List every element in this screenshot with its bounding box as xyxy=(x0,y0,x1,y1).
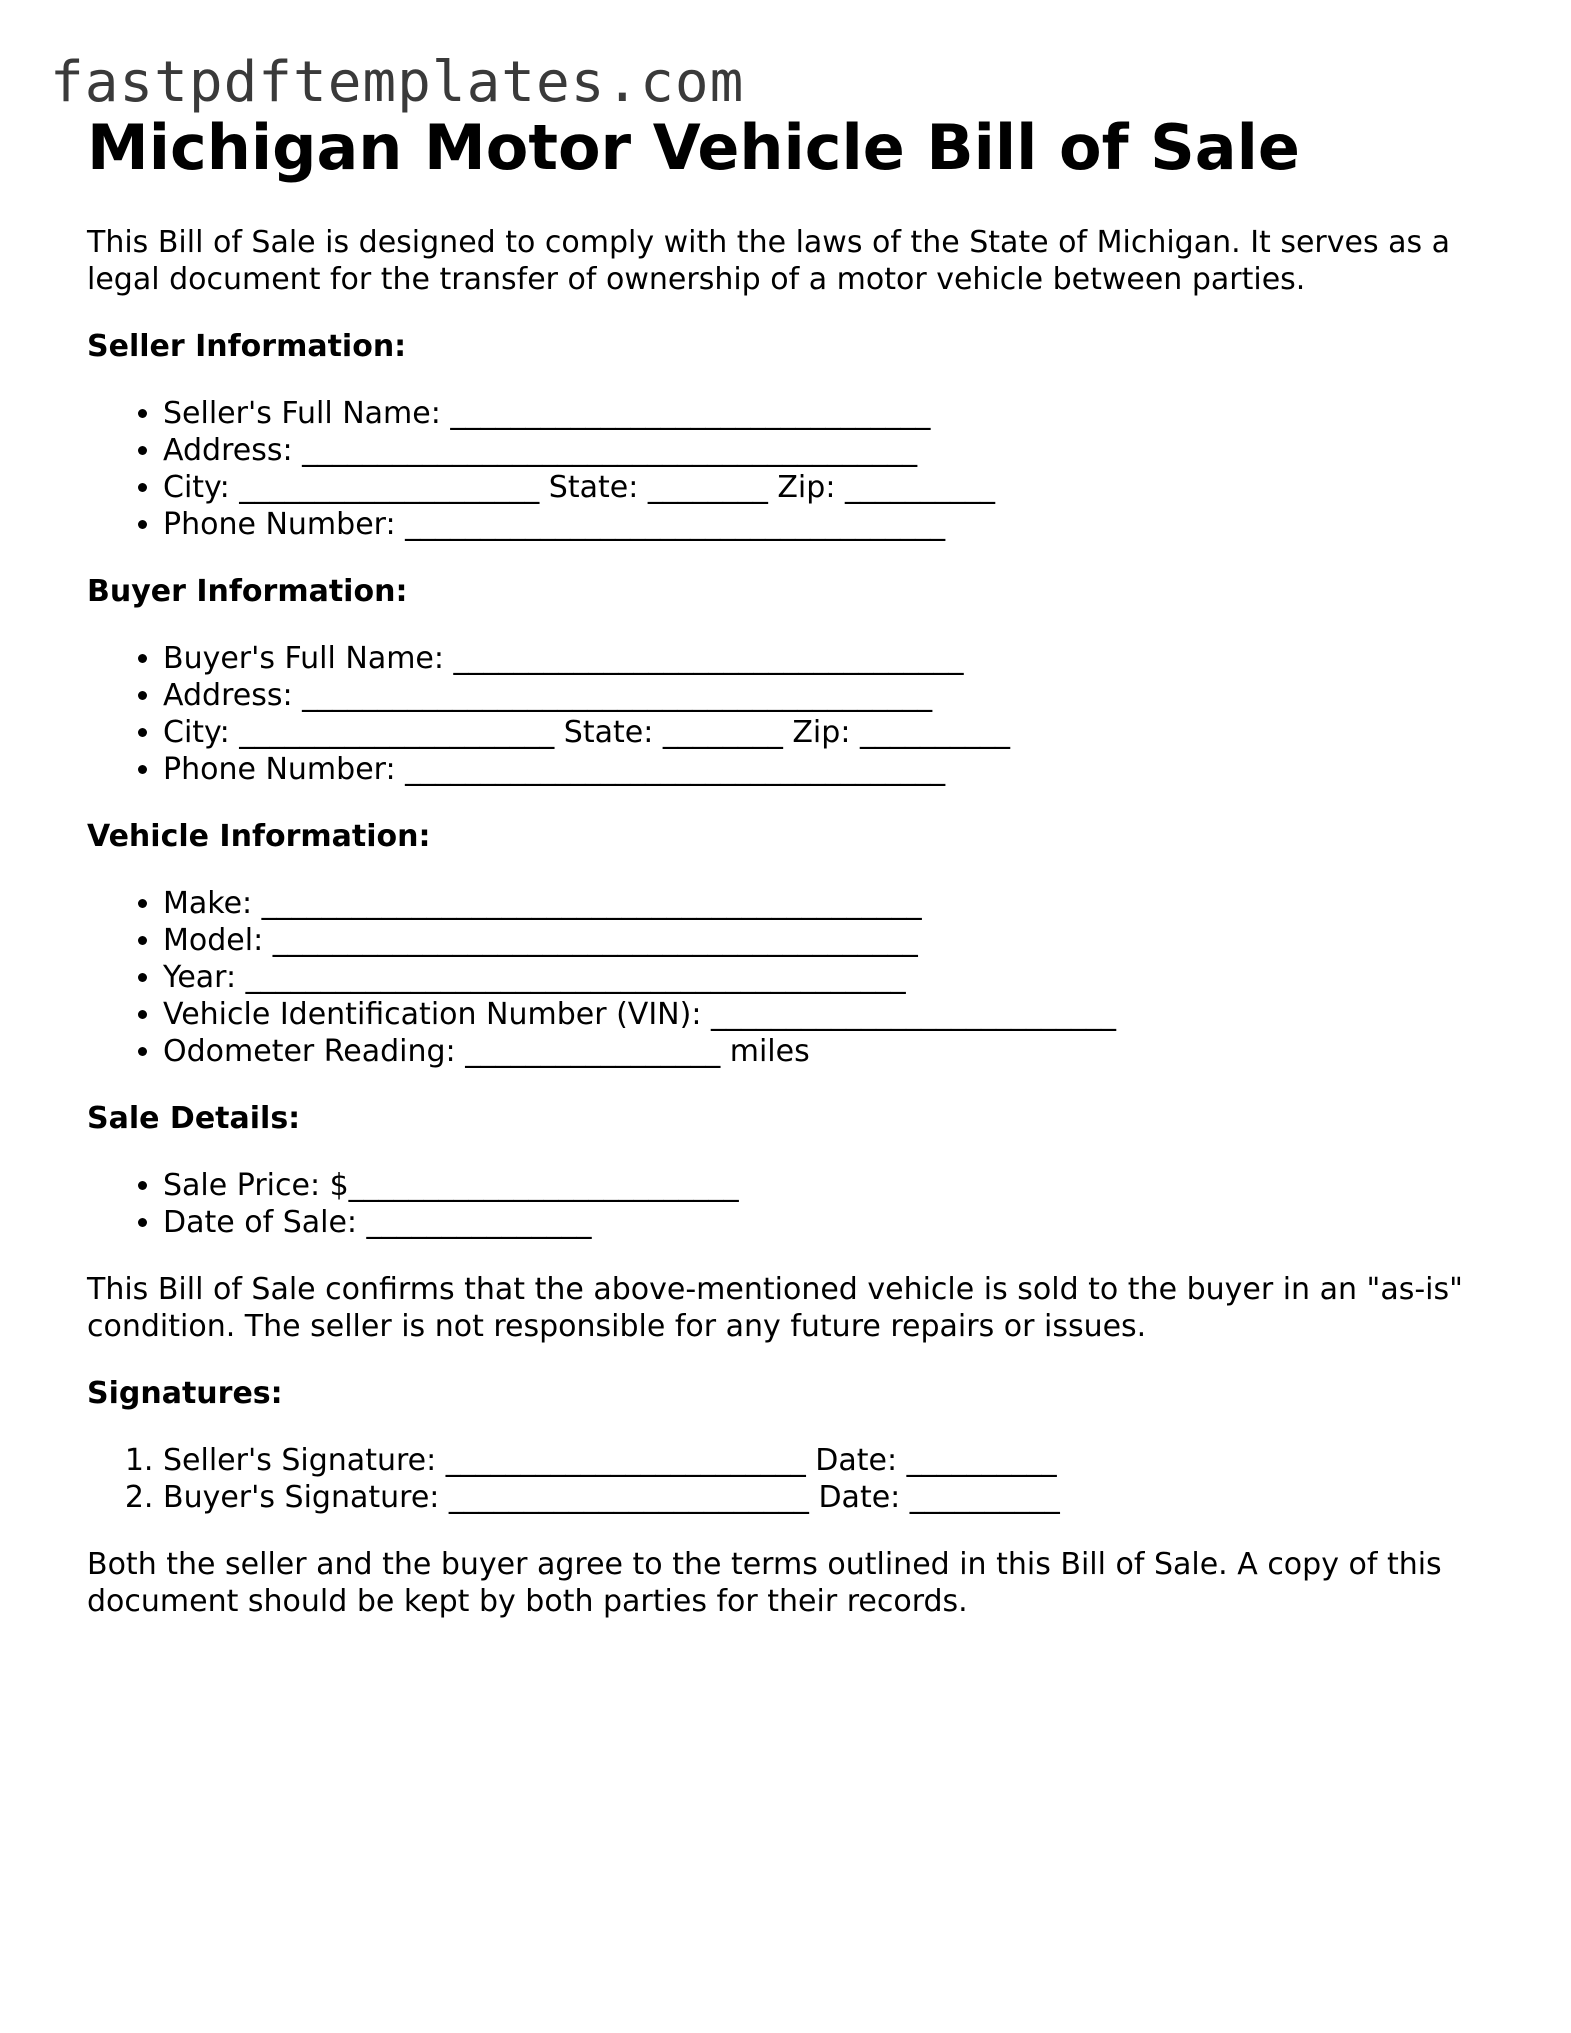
vehicle-list xyxy=(87,885,1507,1070)
buyer-list xyxy=(87,640,1507,788)
vehicle-make-field[interactable]: • Make: ____________________________________________ xyxy=(163,885,1507,922)
as-is-paragraph: This Bill of Sale confirms that the above-mentioned vehicle is sold to the buyer in an "as-is" condition. The seller is not responsible for any future repairs or issues. xyxy=(87,1272,1463,1344)
sale-list xyxy=(87,1167,1507,1241)
intro-paragraph: This Bill of Sale is designed to comply with the laws of the State of Michigan. It serves as a legal document for the transfer of ownership of a motor vehicle between parties. xyxy=(87,225,1451,297)
seller-full-name-field[interactable]: • Seller's Full Name: ________________________________ xyxy=(163,395,1507,432)
seller-signature-field[interactable]: 1. Seller's Signature: ________________________ Date: __________ xyxy=(163,1442,1507,1479)
sale-date-field[interactable]: • Date of Sale: _______________ xyxy=(163,1204,1507,1241)
buyer-heading: Buyer Information: xyxy=(87,574,408,609)
seller-heading: Seller Information: xyxy=(87,329,407,364)
buyer-phone-field[interactable]: • Phone Number: ____________________________________ xyxy=(163,751,1507,788)
signatures-heading: Signatures: xyxy=(87,1376,283,1411)
seller-phone-field[interactable]: • Phone Number: ____________________________________ xyxy=(163,506,1507,543)
page-title: Michigan Motor Vehicle Bill of Sale xyxy=(87,111,1300,184)
vehicle-model-field[interactable]: • Model: ___________________________________________ xyxy=(163,922,1507,959)
signatures-list xyxy=(87,1442,1507,1516)
sale-heading: Sale Details: xyxy=(87,1101,301,1136)
document-body xyxy=(87,110,1507,1620)
buyer-address-field[interactable]: • Address: __________________________________________ xyxy=(163,677,1507,714)
vehicle-vin-field[interactable]: • Vehicle Identification Number (VIN): ___________________________ xyxy=(163,996,1507,1033)
buyer-city-state-zip-field[interactable]: • City: _____________________ State: ________ Zip: __________ xyxy=(163,714,1507,751)
watermark: fastpdftemplates.com xyxy=(50,50,745,115)
buyer-full-name-field[interactable]: • Buyer's Full Name: __________________________________ xyxy=(163,640,1507,677)
sale-price-field[interactable]: • Sale Price: $__________________________ xyxy=(163,1167,1507,1204)
vehicle-year-field[interactable]: • Year: ____________________________________________ xyxy=(163,959,1507,996)
closing-paragraph: Both the seller and the buyer agree to the terms outlined in this Bill of Sale. A copy of this document should be kept by both parties for their records. xyxy=(87,1547,1442,1619)
vehicle-odometer-field[interactable]: • Odometer Reading: _________________ miles xyxy=(163,1033,1507,1070)
seller-address-field[interactable]: • Address: _________________________________________ xyxy=(163,432,1507,469)
vehicle-heading: Vehicle Information: xyxy=(87,819,431,854)
seller-city-state-zip-field[interactable]: • City: ____________________ State: ________ Zip: __________ xyxy=(163,469,1507,506)
buyer-signature-field[interactable]: 2. Buyer's Signature: ________________________ Date: __________ xyxy=(163,1479,1507,1516)
seller-list xyxy=(87,395,1507,543)
